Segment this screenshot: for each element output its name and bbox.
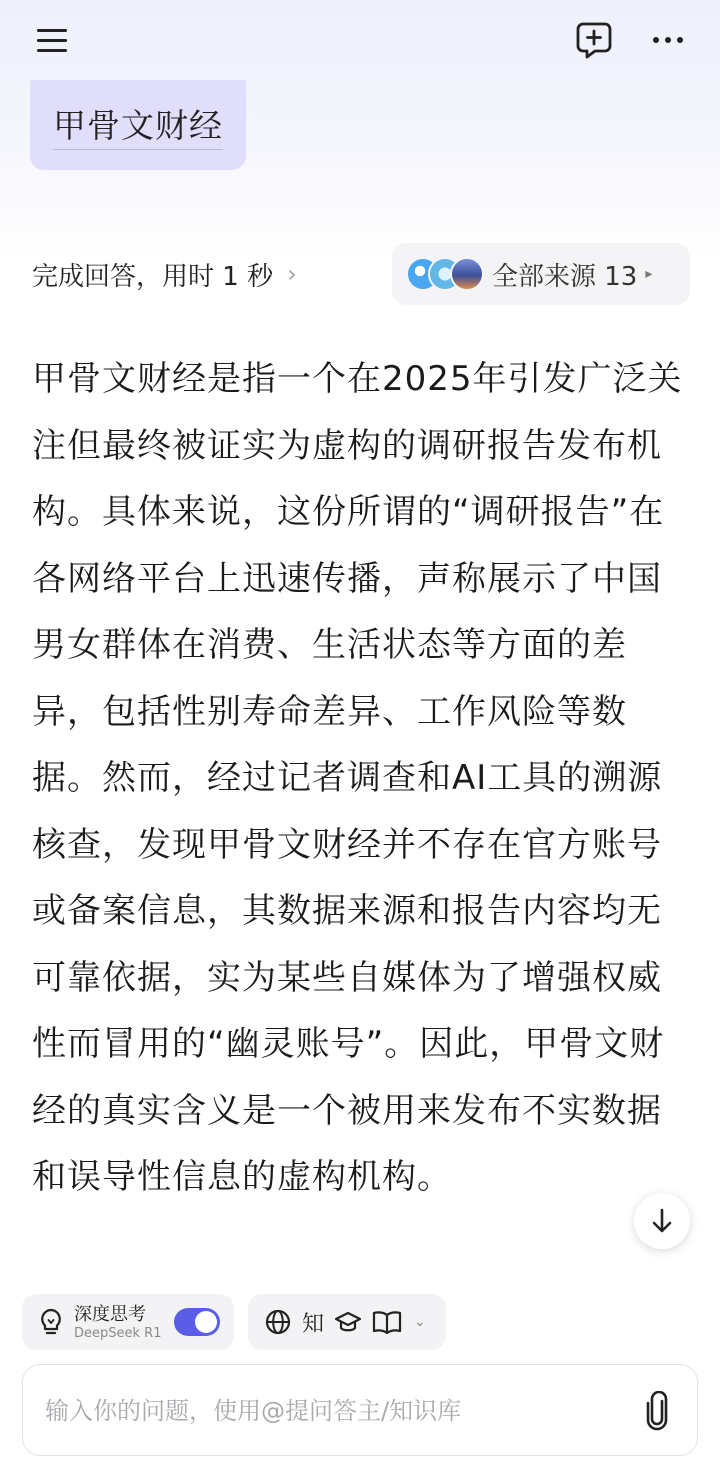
attach-button[interactable] — [635, 1389, 679, 1433]
source-avatar-icon — [450, 257, 484, 291]
switch-knob — [195, 1311, 217, 1333]
source-avatars — [406, 257, 484, 291]
new-chat-icon — [575, 20, 613, 60]
globe-icon[interactable] — [264, 1308, 292, 1336]
book-icon[interactable] — [372, 1309, 402, 1335]
more-horizontal-icon — [652, 35, 684, 45]
all-sources-label: 全部来源 13 — [492, 261, 638, 292]
question-input[interactable] — [45, 1389, 605, 1433]
answer-status-text: 完成回答，用时 1 秒 — [32, 261, 274, 292]
answer-text: 甲骨文财经是指一个在2025年引发广泛关注但最终被证实为虚构的调研报告发布机构。具体来说，这份所谓的“调研报告”在各网络平台上迅速传播，声称展示了中国男女群体在消费、生活状态等方面的差异，包括性别寿命差异、工作风险等数据。然而，经过记者调查和AI工具的溯源核查，发现甲骨文财经并不存在官方账号或备案信息，其数据来源和报告内容均无可靠依据，实为某些自媒体为了增强权威性而冒用的“幽灵账号”。因此，甲骨文财经的真实含义是一个被用来发布不实数据和误导性信息的虚构机构。 — [32, 359, 683, 1197]
search-tools-selector[interactable] — [248, 1294, 446, 1350]
new-chat-button[interactable] — [570, 18, 618, 62]
arrow-down-icon — [650, 1208, 674, 1234]
hamburger-icon — [35, 25, 69, 55]
lightbulb-icon — [38, 1308, 64, 1336]
more-button[interactable] — [644, 18, 692, 62]
answer-status[interactable] — [32, 252, 297, 296]
menu-button[interactable] — [28, 18, 76, 62]
deep-think-title: 深度思考 — [74, 1304, 146, 1325]
paperclip-icon — [643, 1391, 671, 1431]
zhihu-source-label[interactable]: 知 — [302, 1311, 325, 1337]
chevron-down-icon[interactable]: ⌄ — [414, 1314, 426, 1330]
top-bar — [0, 0, 720, 80]
deep-think-model: DeepSeek R1 — [74, 1326, 162, 1341]
scroll-to-bottom-button[interactable] — [634, 1193, 690, 1249]
deep-think-switch[interactable] — [174, 1308, 220, 1336]
chevron-right-icon: › — [287, 260, 297, 288]
deep-think-toggle-pill[interactable] — [22, 1294, 234, 1350]
caret-right-icon: ▸ — [645, 266, 653, 282]
graduation-cap-icon[interactable] — [334, 1309, 362, 1335]
question-input-box[interactable] — [22, 1364, 698, 1456]
user-message-text: 甲骨文财经 — [53, 100, 223, 150]
all-sources-button[interactable] — [392, 243, 690, 305]
user-message-bubble[interactable] — [30, 80, 246, 170]
